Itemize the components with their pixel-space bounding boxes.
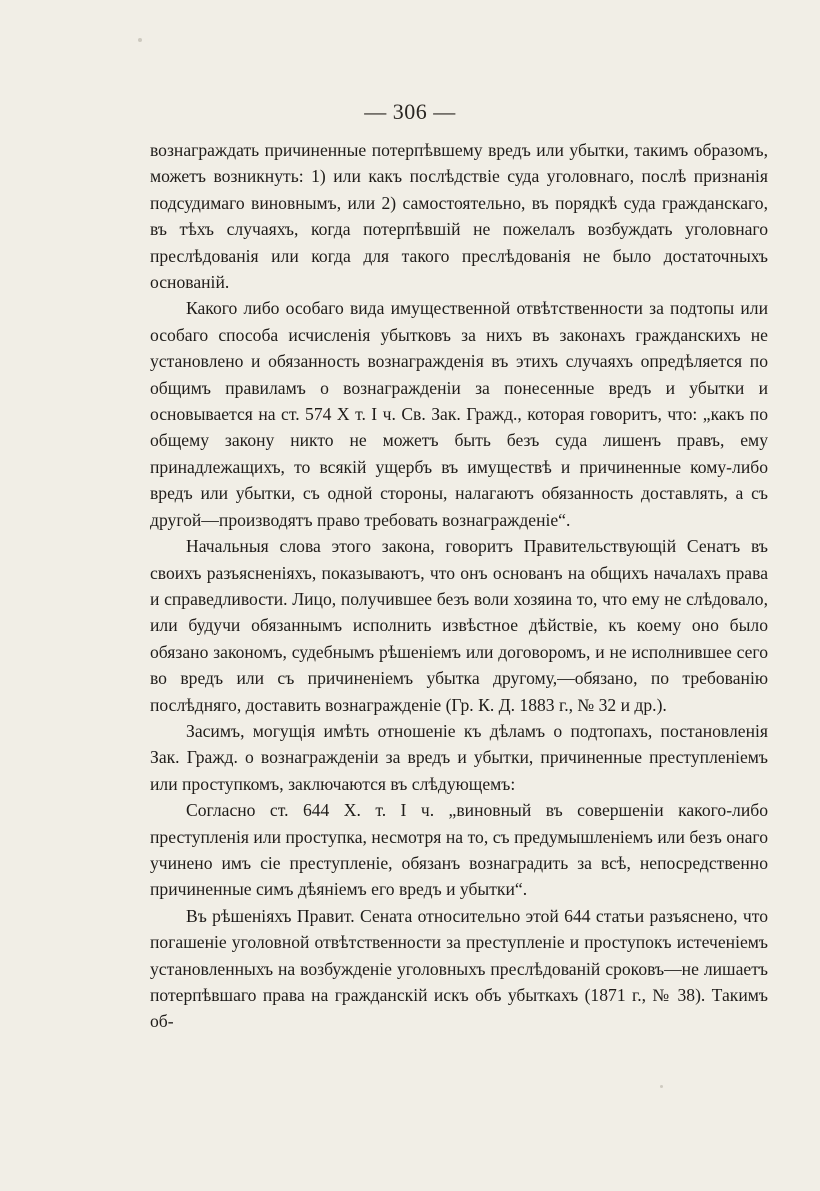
body-text xyxy=(150,137,768,1035)
paragraph-senate-decisions: Въ рѣшеніяхъ Правит. Сената относительно этой 644 статьи разъяснено, что погашеніе уголовной отвѣтственности за преступленіе и проступокъ истеченіемъ установленныхъ на возбужденіе уголовныхъ преслѣдованій сроковъ—не лишаетъ потерпѣвшаго права на гражданскій искъ объ убыткахъ (1871 г., № 38). Такимъ об- xyxy=(150,905,768,1032)
paragraph-property-liability: Какого либо особаго вида имущественной отвѣтственности за подтопы или особаго способа исчисленія убытковъ за нихъ въ законахъ гражданскихъ не установлено и обязанность вознагражденія въ этихъ случаяхъ опредѣляется по общимъ правиламъ о вознагражденіи за понесенные вредъ и убытки и основывается на ст. 574 X т. I ч. Св. Зак. Гражд., которая говоритъ, что: „какъ по общему закону никто не можетъ быть безъ суда лишенъ правъ, ему принадлежащихъ, то всякій ущербъ въ имуществѣ и причиненные кому-либо вредъ или убытки, съ одной стороны, налагаютъ обязанность доставлять, а съ другой—производятъ право требовать вознагражденіе“. xyxy=(150,298,768,530)
page-number: — 306 — xyxy=(364,99,456,124)
paragraph-civil-law-provisions: Засимъ, могущія имѣть отношеніе къ дѣламъ о подтопахъ, постановленія Зак. Гражд. о вознагражденіи за вредъ и убытки, причиненные преступленіемъ или проступкомъ, заключаются въ слѣдующемъ: xyxy=(150,720,768,794)
paragraph-continuation: вознаграждать причиненные потерпѣвшему вредъ или убытки, такимъ образомъ, можетъ возникнуть: 1) или какъ послѣдствіе суда уголовнаго, послѣ признанія подсудимаго виновнымъ, или 2) самостоятельно, въ порядкѣ суда гражданскаго, въ тѣхъ случаяхъ, когда потерпѣвшій не пожелалъ возбуждать уголовнаго преслѣдованія или когда для такого преслѣдованія не было достаточныхъ основаній. xyxy=(150,140,768,293)
paper-speck xyxy=(660,1085,663,1088)
paper-speck xyxy=(138,38,142,42)
paragraph-article-644: Согласно ст. 644 X. т. I ч. „виновный въ совершеніи какого-либо преступленія или проступка, несмотря на то, съ предумышленіемъ или безъ онаго учинено имъ сіе преступленіе, обязанъ вознаградить за всѣ, непосредственно причиненные симъ дѣяніемъ его вредъ и убытки“. xyxy=(150,800,768,900)
paragraph-senate-explanation: Начальныя слова этого закона, говоритъ Правительствующій Сенатъ въ своихъ разъясненіяхъ, показываютъ, что онъ основанъ на общихъ началахъ права и справедливости. Лицо, получившее безъ воли хозяина то, что ему не слѣдовало, или будучи обязаннымъ исполнить извѣстное дѣйствіе, къ коему оно было обязано закономъ, судебнымъ рѣшеніемъ или договоромъ, и не исполнившее сего во вредъ или съ причиненіемъ убытка другому,—обязано, по требованію послѣдняго, доставить вознагражденіе (Гр. К. Д. 1883 г., № 32 и др.). xyxy=(150,536,768,715)
